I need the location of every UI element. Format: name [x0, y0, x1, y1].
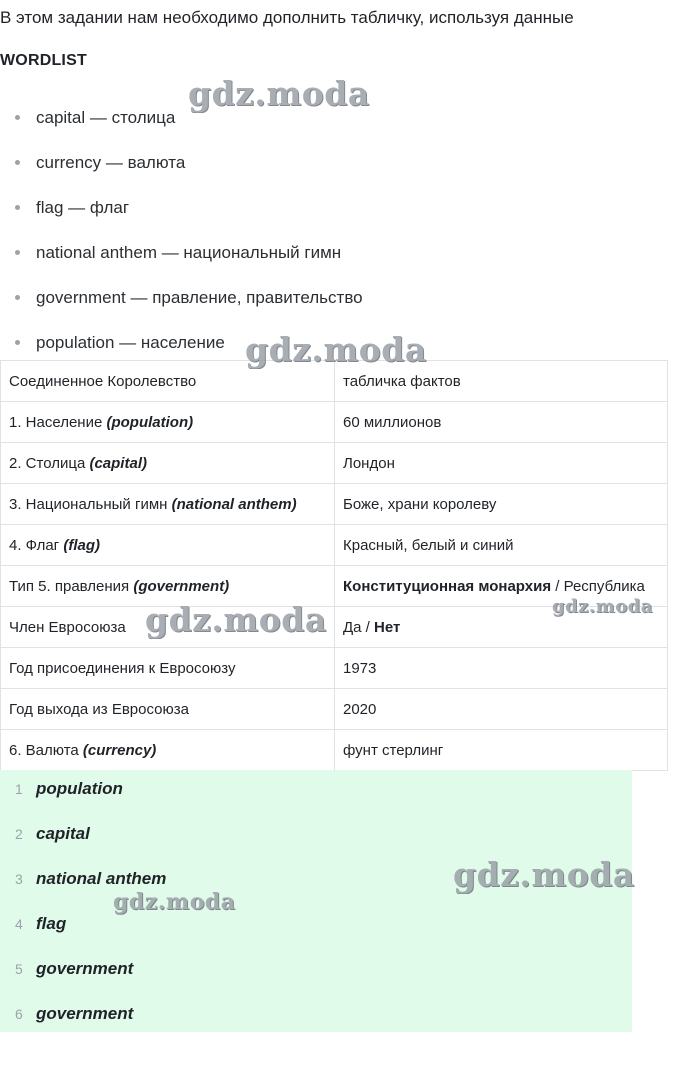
bullet-icon — [15, 250, 20, 255]
table-cell: 2020 — [335, 689, 668, 730]
table-row — [1, 525, 668, 566]
answer-text: government — [36, 959, 134, 978]
answer-number: 3 — [15, 871, 23, 887]
table-row — [1, 689, 668, 730]
table-cell: Да / Нет — [335, 607, 668, 648]
table-cell: 3. Национальный гимн (national anthem) — [1, 484, 335, 525]
answer-text: government — [36, 1004, 134, 1023]
answer-text: national anthem — [36, 869, 167, 888]
table-row — [1, 484, 668, 525]
table-cell: 2. Столица (capital) — [1, 443, 335, 484]
answer-text: flag — [36, 914, 67, 933]
table-cell: табличка фактов — [335, 361, 668, 402]
table-cell: Тип 5. правления (government) — [1, 566, 335, 607]
answer-text: population — [36, 779, 123, 798]
answer-number: 1 — [15, 781, 23, 797]
wordlist-title: WORDLIST — [0, 52, 87, 69]
bullet-icon — [15, 115, 20, 120]
answer-number: 2 — [15, 826, 23, 842]
table-cell: 1. Население (population) — [1, 402, 335, 443]
table-cell: 60 миллионов — [335, 402, 668, 443]
watermark: gdz.moda — [145, 600, 327, 639]
answer-number: 6 — [15, 1006, 23, 1022]
wordlist-item: government — правление, правительство — [0, 275, 363, 320]
table-cell: Год присоединения к Евросоюзу — [1, 648, 335, 689]
table-cell: 6. Валюта (currency) — [1, 730, 335, 771]
bullet-icon — [15, 340, 20, 345]
facts-table — [0, 360, 668, 771]
intro-text: В этом задании нам необходимо дополнить табличку, используя данные — [0, 8, 574, 27]
bullet-icon — [15, 160, 20, 165]
watermark: gdz.moda — [245, 330, 427, 369]
table-cell: Соединенное Королевство — [1, 361, 335, 402]
table-cell: фунт стерлинг — [335, 730, 668, 771]
wordlist-item: population — население — [0, 320, 363, 365]
table-cell: Год выхода из Евросоюза — [1, 689, 335, 730]
answer-text: capital — [36, 824, 90, 843]
answer-number: 5 — [15, 961, 23, 977]
wordlist-item: flag — флаг — [0, 185, 363, 230]
table-cell: Лондон — [335, 443, 668, 484]
wordlist-item: capital — столица — [0, 95, 363, 140]
wordlist-item: national anthem — национальный гимн — [0, 230, 363, 275]
table-row — [1, 730, 668, 771]
table-cell: Конституционная монархия / Республика — [335, 566, 668, 607]
table-cell: Член Евросоюза — [1, 607, 335, 648]
wordlist-item: currency — валюта — [0, 140, 363, 185]
table-cell: 4. Флаг (flag) — [1, 525, 335, 566]
watermark: gdz.moda — [188, 74, 370, 113]
watermark: gdz.moda — [552, 596, 653, 617]
table-cell: Боже, храни королеву — [335, 484, 668, 525]
table-row — [1, 443, 668, 484]
answer-block — [0, 770, 632, 1032]
table-row — [1, 648, 668, 689]
bullet-icon — [15, 205, 20, 210]
bullet-icon — [15, 295, 20, 300]
watermark: gdz.moda — [113, 889, 236, 915]
watermark: gdz.moda — [453, 855, 635, 894]
table-cell: 1973 — [335, 648, 668, 689]
table-row — [1, 402, 668, 443]
wordlist — [0, 95, 363, 365]
answer-number: 4 — [15, 916, 23, 932]
table-cell: Красный, белый и синий — [335, 525, 668, 566]
